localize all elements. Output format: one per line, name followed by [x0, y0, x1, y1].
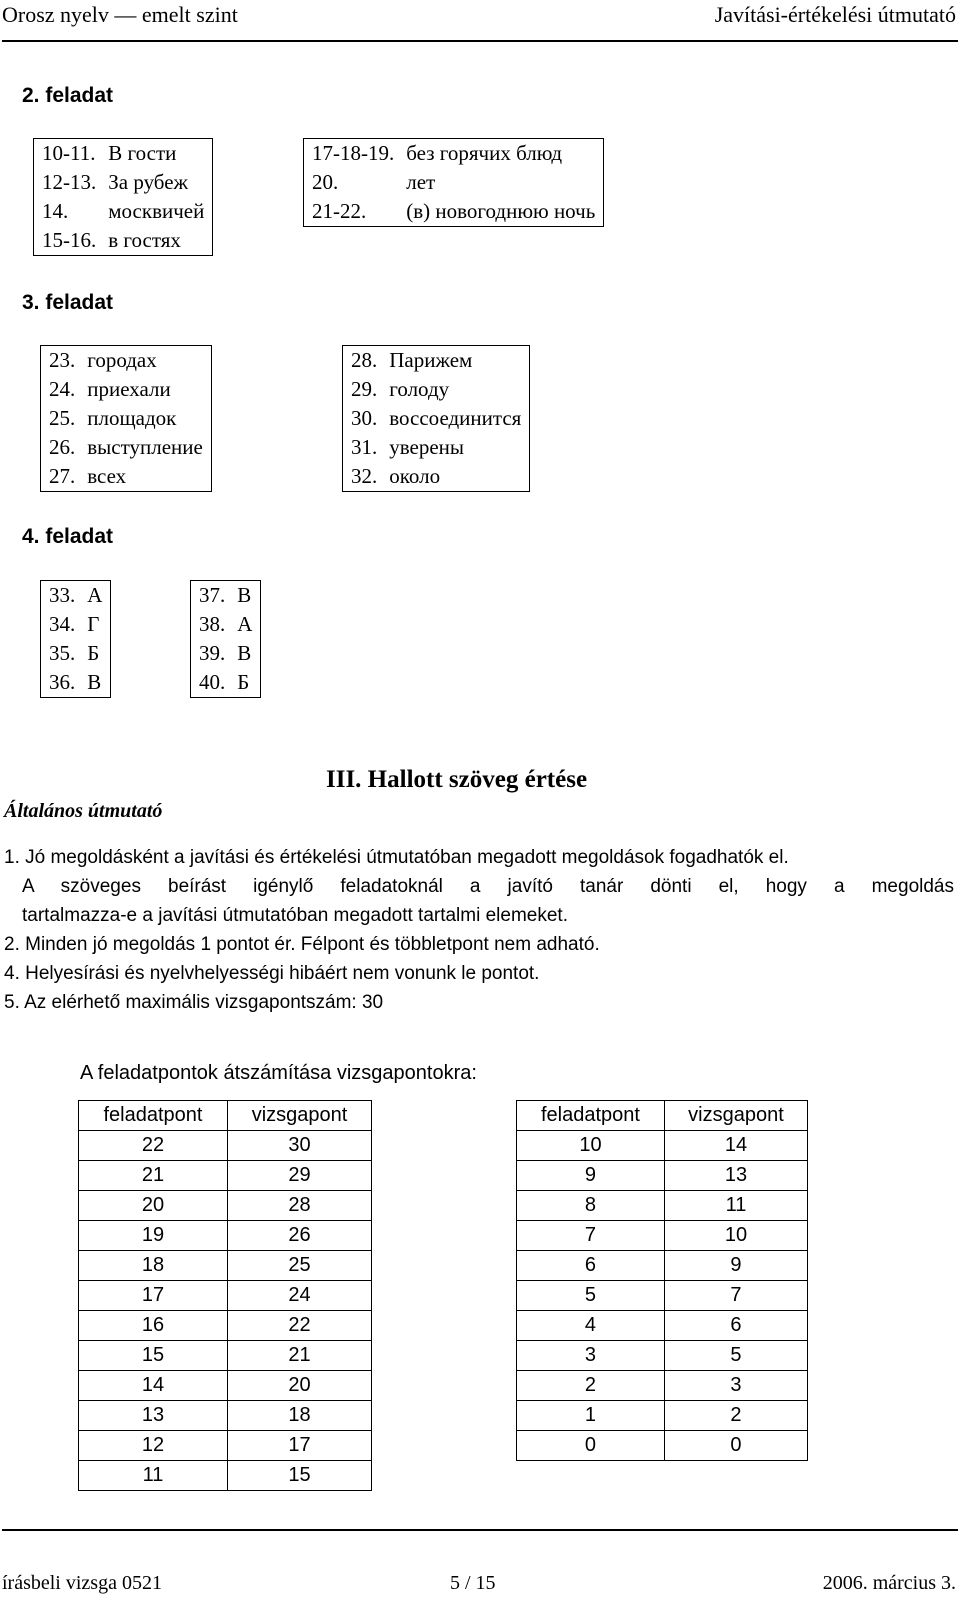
answer-text: без горячих блюд — [406, 141, 563, 165]
conversion-row — [517, 1281, 808, 1311]
instruction-1-cont: A szöveges beírást igénylő feladatoknál a javító tanár dönti el, hogy a megoldás — [22, 876, 954, 897]
task2-right-table — [303, 138, 604, 227]
answer-row — [41, 462, 212, 492]
answer-text: А — [237, 612, 253, 636]
footer-exam-code: írásbeli vizsga 0521 — [2, 1572, 162, 1594]
answer-row — [343, 433, 530, 462]
task-points-cell: 9 — [517, 1161, 665, 1191]
conversion-table-right — [516, 1100, 808, 1461]
answer-text: около — [389, 464, 441, 488]
footer-date: 2006. március 3. — [822, 1572, 956, 1594]
exam-points-cell: 17 — [228, 1431, 372, 1461]
exam-points-cell: 10 — [664, 1221, 807, 1251]
answer-number: 10-11. — [42, 141, 96, 165]
task-points-cell: 20 — [79, 1191, 228, 1221]
conversion-row — [79, 1191, 372, 1221]
task3-left-table — [40, 345, 212, 492]
task-points-cell: 16 — [79, 1311, 228, 1341]
task2-title: 2. feladat — [22, 84, 114, 107]
header-subject: Orosz nyelv — emelt szint — [2, 2, 238, 27]
answer-text: лет — [406, 170, 436, 194]
answer-number: 21-22. — [312, 199, 367, 223]
answer-text: Б — [237, 670, 250, 694]
instruction-1: 1. Jó megoldásként a javítási és értékelési útmutatóban megadott megoldások fogadhatók el. — [4, 847, 789, 868]
conversion-row — [517, 1131, 808, 1161]
conversion-row — [79, 1131, 372, 1161]
exam-points-cell: 28 — [228, 1191, 372, 1221]
answer-text: В — [87, 670, 102, 694]
task-points-cell: 2 — [517, 1371, 665, 1401]
exam-points-cell: 30 — [228, 1131, 372, 1161]
answer-row — [41, 639, 111, 668]
exam-points-cell: 11 — [664, 1191, 807, 1221]
answer-row — [41, 581, 111, 611]
answer-text: В гости — [108, 141, 177, 165]
header-doc-type: Javítási-értékelési útmutató — [714, 2, 956, 27]
page-header — [0, 0, 960, 42]
answer-text: выступление — [87, 435, 203, 459]
answer-number: 14. — [42, 199, 69, 223]
exam-points-cell: 25 — [228, 1251, 372, 1281]
answer-text: Парижем — [389, 348, 473, 372]
task-points-cell: 6 — [517, 1251, 665, 1281]
answer-number: 12-13. — [42, 170, 97, 194]
instruction-2: 2. Minden jó megoldás 1 pontot ér. Félpont és többletpont nem adható. — [4, 934, 600, 955]
conversion-row — [79, 1341, 372, 1371]
answer-number: 37. — [199, 583, 226, 607]
conversion-row — [79, 1251, 372, 1281]
conversion-row — [517, 1161, 808, 1191]
answer-number: 30. — [351, 406, 378, 430]
instructions — [4, 843, 954, 1017]
conversion-row — [79, 1461, 372, 1491]
conversion-row — [79, 1431, 372, 1461]
answer-row — [343, 404, 530, 433]
answer-row — [343, 375, 530, 404]
task-points-cell: 19 — [79, 1221, 228, 1251]
conversion-row — [79, 1281, 372, 1311]
task4-right-table — [190, 580, 261, 698]
answer-text: уверены — [389, 435, 465, 459]
answer-text: голоду — [389, 377, 450, 401]
answer-row — [191, 610, 261, 639]
general-guide-label: Általános útmutató — [4, 800, 163, 822]
conversion-row — [517, 1311, 808, 1341]
answer-number: 28. — [351, 348, 378, 372]
exam-points-cell: 5 — [664, 1341, 807, 1371]
task-points-cell: 4 — [517, 1311, 665, 1341]
answer-text: (в) новогоднюю ночь — [406, 199, 596, 223]
task-points-cell: 15 — [79, 1341, 228, 1371]
task4-title: 4. feladat — [22, 525, 114, 548]
answer-text: москвичей — [108, 199, 205, 223]
answer-text: А — [87, 583, 103, 607]
answer-text: Б — [87, 641, 100, 665]
task-points-cell: 12 — [79, 1431, 228, 1461]
answer-row — [343, 462, 530, 492]
answer-number: 34. — [49, 612, 76, 636]
answer-row — [34, 168, 213, 197]
answer-number: 27. — [49, 464, 76, 488]
answer-number: 35. — [49, 641, 76, 665]
column-header: vizsgapont — [664, 1101, 807, 1131]
section-title: III. Hallott szöveg értése — [326, 766, 588, 793]
exam-points-cell: 14 — [664, 1131, 807, 1161]
answer-row — [34, 139, 213, 169]
answer-row — [34, 197, 213, 226]
answer-text: городах — [87, 348, 157, 372]
answer-row — [34, 226, 213, 256]
task-points-cell: 21 — [79, 1161, 228, 1191]
task3-title: 3. feladat — [22, 291, 114, 314]
answer-text: За рубеж — [108, 170, 189, 194]
conversion-row — [517, 1431, 808, 1461]
task-points-cell: 11 — [79, 1461, 228, 1491]
exam-points-cell: 15 — [228, 1461, 372, 1491]
answer-number: 39. — [199, 641, 226, 665]
task4-left-table — [40, 580, 111, 698]
answer-row — [191, 668, 261, 698]
task2-left-table — [33, 138, 213, 256]
task-points-cell: 13 — [79, 1401, 228, 1431]
answer-text: В — [237, 583, 252, 607]
answer-row — [41, 433, 212, 462]
conversion-title: A feladatpontok átszámítása vizsgapontokra: — [80, 1062, 477, 1084]
task-points-cell: 3 — [517, 1341, 665, 1371]
exam-points-cell: 7 — [664, 1281, 807, 1311]
answer-text: воссоединится — [389, 406, 522, 430]
footer-page-number: 5 / 15 — [450, 1572, 496, 1594]
task-points-cell: 8 — [517, 1191, 665, 1221]
column-header: vizsgapont — [228, 1101, 372, 1131]
answer-row — [41, 404, 212, 433]
answer-number: 29. — [351, 377, 378, 401]
exam-points-cell: 9 — [664, 1251, 807, 1281]
conversion-row — [517, 1191, 808, 1221]
exam-points-cell: 0 — [664, 1431, 807, 1461]
task3-right-table — [342, 345, 530, 492]
answer-text: всех — [87, 464, 127, 488]
exam-points-cell: 29 — [228, 1161, 372, 1191]
answer-text: приехали — [87, 377, 171, 401]
answer-row — [304, 168, 604, 197]
answer-number: 20. — [312, 170, 339, 194]
instruction-4: 4. Helyesírási és nyelvhelyességi hibáért nem vonunk le pontot. — [4, 963, 540, 984]
exam-points-cell: 2 — [664, 1401, 807, 1431]
answer-row — [41, 668, 111, 698]
exam-points-cell: 18 — [228, 1401, 372, 1431]
column-header: feladatpont — [517, 1101, 665, 1131]
answer-number: 23. — [49, 348, 76, 372]
task-points-cell: 1 — [517, 1401, 665, 1431]
task-points-cell: 10 — [517, 1131, 665, 1161]
answer-row — [41, 610, 111, 639]
instruction-5: 5. Az elérhető maximális vizsgapontszám: 30 — [4, 992, 384, 1013]
conversion-row — [517, 1401, 808, 1431]
instruction-1-cont2: tartalmazza-e a javítási útmutatóban megadott tartalmi elemeket. — [22, 905, 568, 926]
answer-number: 32. — [351, 464, 378, 488]
exam-points-cell: 24 — [228, 1281, 372, 1311]
task-points-cell: 18 — [79, 1251, 228, 1281]
conversion-header-row — [517, 1101, 808, 1131]
conversion-row — [517, 1371, 808, 1401]
answer-number: 17-18-19. — [312, 141, 395, 165]
conversion-header-row — [79, 1101, 372, 1131]
answer-row — [304, 139, 604, 169]
exam-points-cell: 13 — [664, 1161, 807, 1191]
conversion-row — [79, 1311, 372, 1341]
conversion-row — [517, 1251, 808, 1281]
answer-number: 26. — [49, 435, 76, 459]
answer-row — [191, 639, 261, 668]
answer-text: В — [237, 641, 252, 665]
answer-number: 25. — [49, 406, 76, 430]
answer-number: 15-16. — [42, 228, 97, 252]
exam-points-cell: 22 — [228, 1311, 372, 1341]
conversion-row — [517, 1221, 808, 1251]
exam-points-cell: 20 — [228, 1371, 372, 1401]
conversion-row — [79, 1371, 372, 1401]
conversion-row — [79, 1221, 372, 1251]
exam-points-cell: 26 — [228, 1221, 372, 1251]
task-points-cell: 7 — [517, 1221, 665, 1251]
answer-row — [41, 346, 212, 376]
task-points-cell: 5 — [517, 1281, 665, 1311]
task-points-cell: 22 — [79, 1131, 228, 1161]
answer-number: 24. — [49, 377, 76, 401]
answer-row — [343, 346, 530, 376]
answer-number: 40. — [199, 670, 226, 694]
conversion-row — [517, 1341, 808, 1371]
task-points-cell: 14 — [79, 1371, 228, 1401]
answer-row — [41, 375, 212, 404]
answer-text: в гостях — [108, 228, 181, 252]
answer-row — [191, 581, 261, 611]
answer-row — [304, 197, 604, 227]
task-points-cell: 17 — [79, 1281, 228, 1311]
answer-number: 38. — [199, 612, 226, 636]
column-header: feladatpont — [79, 1101, 228, 1131]
conversion-row — [79, 1401, 372, 1431]
answer-text: площадок — [87, 406, 177, 430]
answer-text: Г — [87, 612, 100, 636]
task-points-cell: 0 — [517, 1431, 665, 1461]
conversion-row — [79, 1161, 372, 1191]
conversion-table-left — [78, 1100, 372, 1491]
answer-number: 33. — [49, 583, 76, 607]
answer-number: 31. — [351, 435, 378, 459]
answer-number: 36. — [49, 670, 76, 694]
exam-points-cell: 3 — [664, 1371, 807, 1401]
footer-rule — [2, 1529, 958, 1531]
header-rule — [2, 40, 958, 42]
exam-points-cell: 6 — [664, 1311, 807, 1341]
exam-points-cell: 21 — [228, 1341, 372, 1371]
